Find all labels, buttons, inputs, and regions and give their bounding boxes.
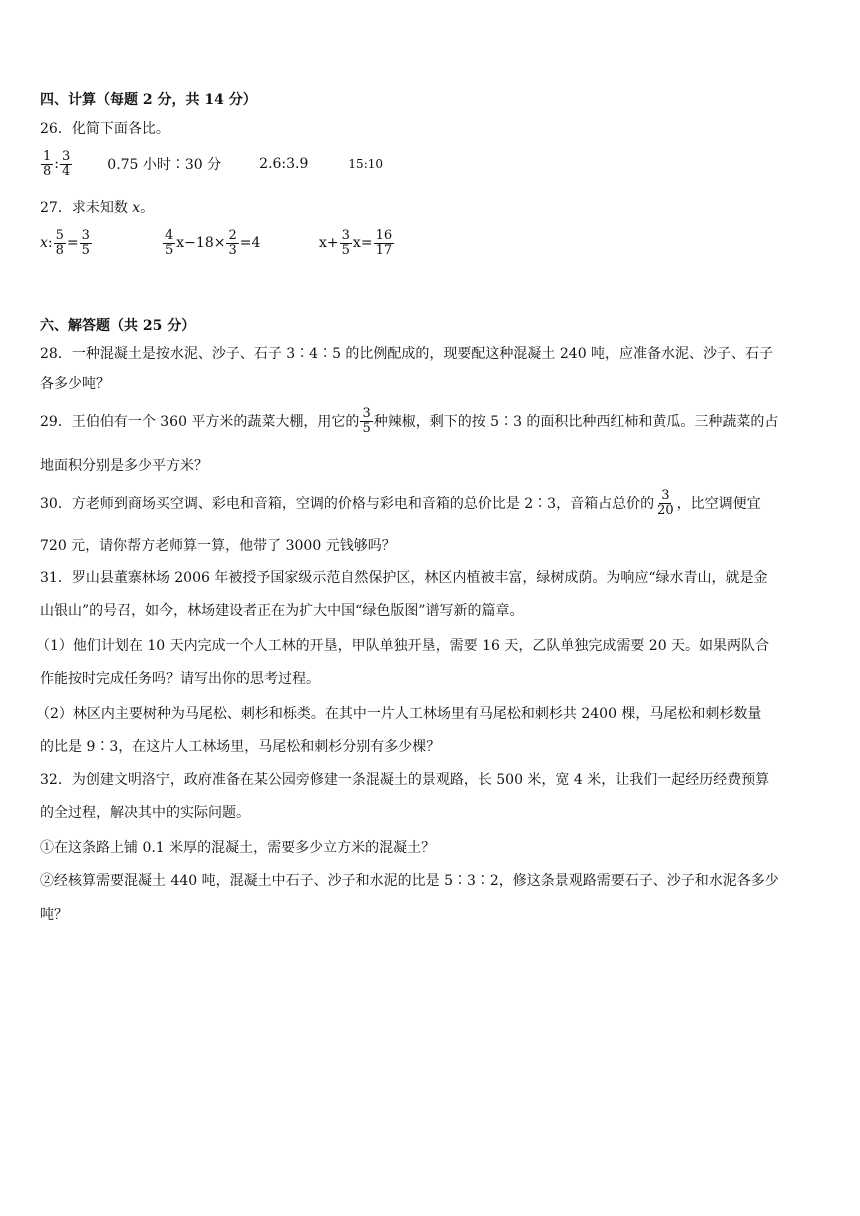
section-title-answers: 六、解答题（共 25 分）	[40, 318, 196, 334]
fraction: $\frac{3}{4}$	[62, 148, 71, 179]
equation-1: x : $\frac{5}{8}$ = $\frac{3}{5}$	[40, 227, 90, 258]
question-32-line-1: 32．为创建文明洛宁，政府准备在某公园旁修建一条混凝土的景观路，长 500 米，宽 4 米，让我们一起经历经费预算	[40, 772, 770, 788]
question-32-line-2: 的全过程，解决其中的实际问题。	[40, 805, 250, 821]
question-27: 27．求未知数 x。	[40, 200, 155, 216]
fraction: $\frac{1}{8}$	[43, 148, 52, 179]
question-31-line-1: 31．罗山县董寨林场 2006 年被授予国家级示范自然保护区，林区内植被丰富，绿树成荫。为响应“绿水青山，就是金	[40, 570, 768, 586]
question-26: 26．化简下面各比。	[40, 121, 170, 137]
fraction: $\frac{3}{5}$	[362, 405, 371, 436]
question-29-line-2: 地面积分别是多少平方米？	[40, 458, 208, 474]
q26-item-3: 2.6:3.9	[259, 156, 309, 172]
question-28-line-2: 各多少吨？	[40, 376, 110, 392]
question-31-part-1-line-2: 作能按时完成任务吗？请写出你的思考过程。	[40, 671, 320, 687]
question-32-sub-2-line-1: ②经核算需要混凝土 440 吨，混凝土中石子、沙子和水泥的比是 5∶3∶2，修这条景观路需要石子、沙子和水泥各多少	[40, 873, 779, 889]
question-31-part-2-line-2: 的比是 9∶3，在这片人工林场里，马尾松和刺杉分别有多少棵？	[40, 739, 441, 755]
section-title-calc: 四、计算（每题 2 分，共 14 分）	[40, 92, 257, 108]
equation-3: x+ $\frac{3}{5}$ x= $\frac{16}{17}$	[319, 227, 393, 258]
q26-item-4: 15:10	[348, 157, 384, 171]
question-31-part-1-line-1: （1）他们计划在 10 天内完成一个人工林的开垦，甲队单独开垦，需要 16 天，乙队单独完成需要 20 天。如果两队合	[36, 638, 770, 654]
q27-equations	[40, 225, 395, 261]
question-28-line-1: 28．一种混凝土是按水泥、沙子、石子 3∶4∶5 的比例配成的，现要配这种混凝土 240 吨，应准备水泥、沙子、石子	[40, 346, 774, 362]
question-32-sub-1: ①在这条路上铺 0.1 米厚的混凝土，需要多少立方米的混凝土？	[40, 840, 436, 856]
equation-2: $\frac{4}{5}$ x−18× $\frac{2}{3}$ =4	[165, 227, 261, 258]
q26-item-2: 0.75 小时∶30 分	[107, 157, 222, 173]
question-29-line-1: 29．王伯伯有一个 360 平方米的蔬菜大棚，用它的 $\frac{3}{5}$ 种辣椒，剩下的按 5∶3 的面积比种西红柿和黄瓜。三种蔬菜的占	[40, 405, 779, 436]
q26-items	[40, 147, 383, 181]
question-31-line-2: 山银山”的号召，如今，林场建设者正在为扩大中国“绿色版图”谱写新的篇章。	[40, 603, 524, 619]
fraction: $\frac{3}{20}$	[657, 487, 674, 518]
question-30-line-1: 30．方老师到商场买空调、彩电和音箱，空调的价格与彩电和音箱的总价比是 2∶3，音箱占总价的 $\frac{3}{20}$ ，比空调便宜	[40, 487, 761, 518]
q26-ratio-fractions: $\frac{1}{8}$ : $\frac{3}{4}$	[43, 148, 71, 179]
question-30-line-2: 720 元，请你帮方老师算一算，他带了 3000 元钱够吗？	[40, 538, 396, 554]
question-32-sub-2-line-2: 吨？	[40, 907, 68, 923]
question-31-part-2-line-1: （2）林区内主要树种为马尾松、刺杉和栎类。在其中一片人工林场里有马尾松和刺杉共 2400 棵，马尾松和刺杉数量	[36, 706, 762, 722]
